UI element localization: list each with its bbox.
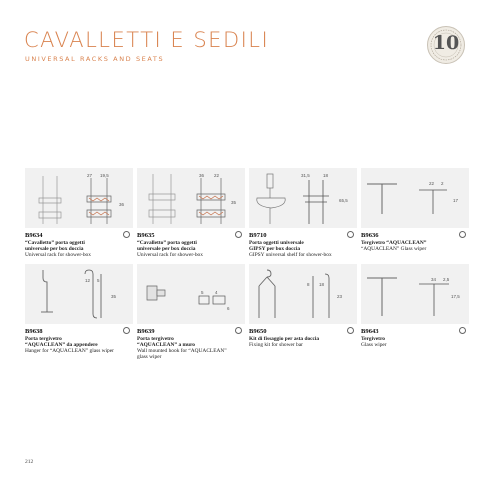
dim-depth: 18 xyxy=(319,282,325,287)
dim-depth: 2,5 xyxy=(443,277,450,282)
product-code: B9636 xyxy=(361,232,379,239)
dim-height: 35 xyxy=(111,294,117,299)
product-name-en: Fixing kit for shower bar xyxy=(249,342,303,348)
dim-width: 27 xyxy=(87,173,93,178)
page-title: CAVALLETTI E SEDILI xyxy=(24,28,270,52)
gipsy-shelf-icon xyxy=(249,168,357,228)
product-name-it: Tergivetro xyxy=(361,336,385,342)
dim-width: 34 xyxy=(431,277,437,282)
product-code: B9710 xyxy=(249,232,267,239)
dim-height: 65,5 xyxy=(339,198,348,203)
dim-width: 22 xyxy=(429,181,435,186)
product-name-en: glass wiper xyxy=(137,354,162,360)
product-name-it: Porta tergivetro xyxy=(25,336,62,342)
dim-height: 23 xyxy=(337,294,343,299)
product-select-radio[interactable] xyxy=(123,231,130,238)
product-select-radio[interactable] xyxy=(347,231,354,238)
warranty-number: 10 xyxy=(432,32,460,54)
product-image-b9650 xyxy=(249,264,357,324)
product-name-en: GIPSY universal shelf for shower-box xyxy=(249,252,332,258)
universal-rack-icon xyxy=(137,168,245,228)
product-name-it: “AQUACLEAN” da appendere xyxy=(25,342,98,348)
product-name-it: GIPSY per box doccia xyxy=(249,246,301,252)
dim-width: 12 xyxy=(85,278,91,283)
warranty-badge xyxy=(427,26,465,64)
product-code: B9638 xyxy=(25,328,43,335)
universal-rack-icon xyxy=(25,168,133,228)
dim-height: 36 xyxy=(119,202,125,207)
product-image-b9634 xyxy=(25,168,133,228)
product-code: B9634 xyxy=(25,232,43,239)
product-image-b9638 xyxy=(25,264,133,324)
product-code: B9650 xyxy=(249,328,267,335)
dim-width: 31,5 xyxy=(301,173,310,178)
dim-depth: 2 xyxy=(441,181,444,186)
product-image-b9710 xyxy=(249,168,357,228)
page-subtitle: UNIVERSAL RACKS AND SEATS xyxy=(25,55,165,63)
fixing-kit-icon xyxy=(249,264,357,324)
dim-height: 17 xyxy=(453,198,459,203)
glass-wiper-icon xyxy=(361,168,469,228)
page-number: 212 xyxy=(25,459,34,465)
product-name-it: Porta oggetti universale xyxy=(249,240,304,246)
product-image-b9639 xyxy=(137,264,245,324)
wiper-hanger-icon xyxy=(25,264,133,324)
product-image-b9635 xyxy=(137,168,245,228)
product-select-radio[interactable] xyxy=(235,231,242,238)
product-name-it: “AQUACLEAN” a muro xyxy=(137,342,196,348)
dim-height: 17,5 xyxy=(451,294,460,299)
product-select-radio[interactable] xyxy=(459,231,466,238)
dim-width: 8 xyxy=(307,282,310,287)
dim-depth: 22 xyxy=(214,173,220,178)
product-name-it: Porta tergivetro xyxy=(137,336,174,342)
product-code: B9639 xyxy=(137,328,155,335)
dim-depth: 5 xyxy=(97,278,100,283)
dim-height: 6 xyxy=(227,306,230,311)
product-name-en: Universal rack for shower-box xyxy=(25,252,91,258)
product-image-b9636 xyxy=(361,168,469,228)
product-name-it: “Cavalletto” porta oggetti xyxy=(25,240,85,246)
product-name-en: Wall mounted hook for “AQUACLEAN” xyxy=(137,348,227,354)
product-code: B9643 xyxy=(361,328,379,335)
product-name-it: universale per box doccia xyxy=(137,246,196,252)
product-image-b9643 xyxy=(361,264,469,324)
product-code: B9635 xyxy=(137,232,155,239)
product-select-radio[interactable] xyxy=(347,327,354,334)
dim-depth: 4 xyxy=(215,290,218,295)
dim-depth: 19,5 xyxy=(100,173,109,178)
product-select-radio[interactable] xyxy=(235,327,242,334)
product-name-en: Universal rack for shower-box xyxy=(137,252,203,258)
product-select-radio[interactable] xyxy=(459,327,466,334)
product-name-it: universale per box doccia xyxy=(25,246,84,252)
dim-depth: 18 xyxy=(323,173,329,178)
glass-wiper-icon xyxy=(361,264,469,324)
product-select-radio[interactable] xyxy=(123,327,130,334)
product-name-it: Tergivetro “AQUACLEAN” xyxy=(361,240,427,246)
product-name-en: Hanger for “AQUACLEAN” glass wiper xyxy=(25,348,114,354)
dim-width: 5 xyxy=(201,290,204,295)
product-name-it: Kit di fissaggio per asta doccia xyxy=(249,336,320,342)
wall-hook-icon xyxy=(137,264,245,324)
product-name-en: Glass wiper xyxy=(361,342,387,348)
dim-height: 35 xyxy=(231,200,237,205)
product-name-en: “AQUACLEAN” Glass wiper xyxy=(361,246,427,252)
dim-width: 36 xyxy=(199,173,205,178)
product-name-it: “Cavalletto” porta oggetti xyxy=(137,240,197,246)
